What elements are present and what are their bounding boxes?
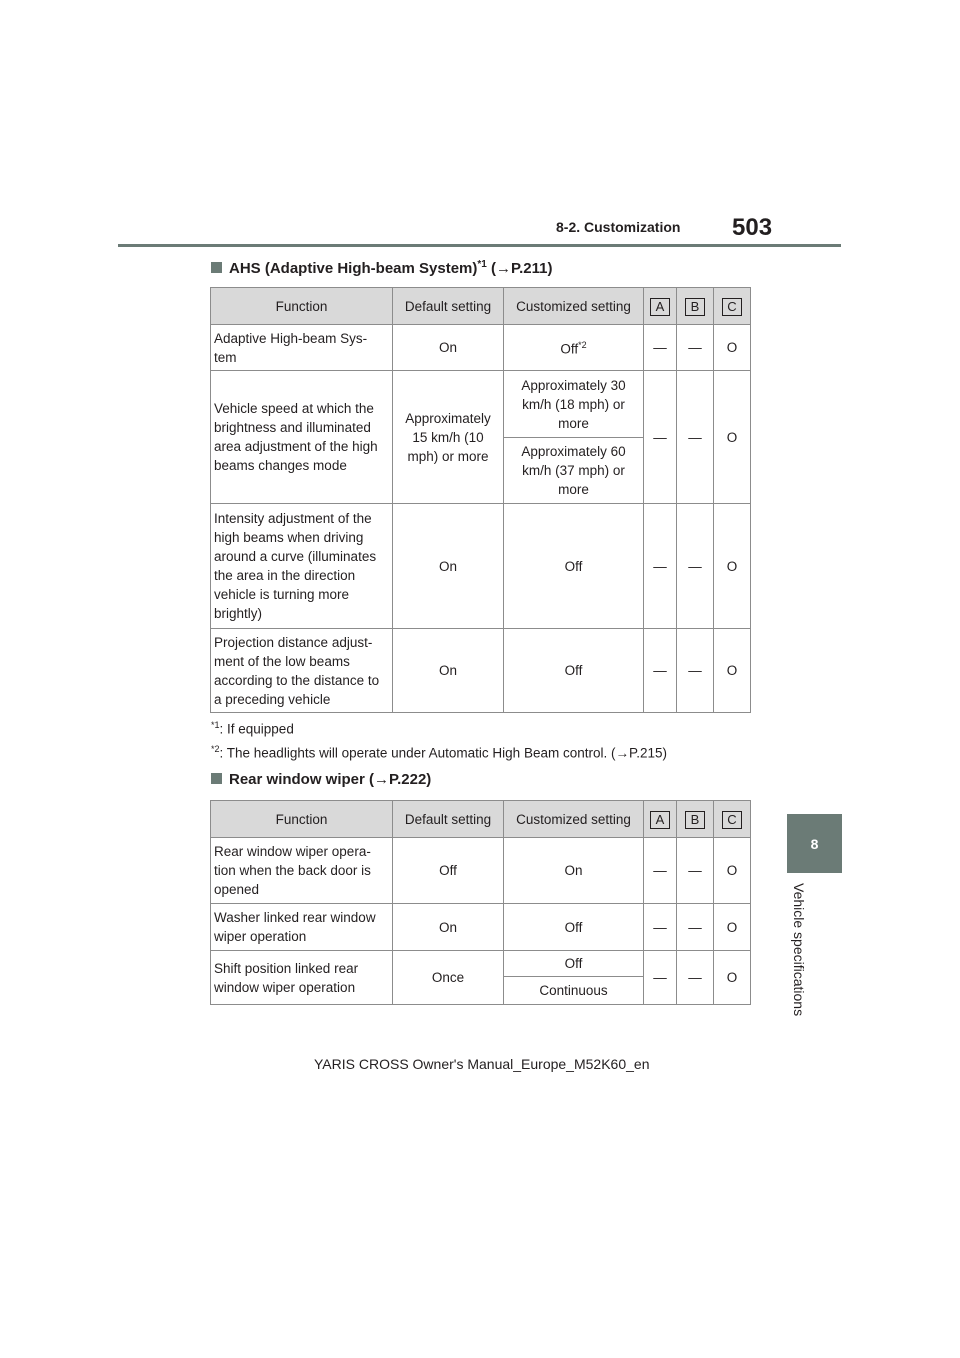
cell-c: O <box>714 629 751 713</box>
cell-c: O <box>714 504 751 629</box>
col-default-setting: Default setting <box>393 801 504 838</box>
table-row <box>211 629 751 713</box>
ahs-heading-page-ref[interactable]: (→P.211) <box>491 260 553 277</box>
method-c-icon: C <box>722 811 742 829</box>
cell-default: On <box>393 325 504 371</box>
footnote-1 <box>211 720 294 737</box>
footnote-1-mark: *1 <box>211 720 220 730</box>
cell-function: Shift position linked rear window wiper operation <box>211 951 393 1005</box>
cell-b: — <box>677 838 714 904</box>
cell-default: Approximately 15 km/h (10 mph) or more <box>393 371 504 504</box>
rear-wiper-heading-page-ref[interactable]: (→P.222) <box>369 771 432 788</box>
col-customized-setting: Customized setting <box>504 801 644 838</box>
method-a-icon: A <box>650 811 670 829</box>
cell-a: — <box>644 325 677 371</box>
square-bullet-icon <box>211 262 222 273</box>
col-c <box>714 288 751 325</box>
cell-default: On <box>393 904 504 951</box>
col-a <box>644 801 677 838</box>
cell-function: Intensity adjustment of the high beams when driving around a curve (illuminates the area in the direction vehicle is turning more brightly) <box>211 504 393 629</box>
footnote-2-mark: *2 <box>211 744 220 754</box>
table-row <box>211 325 751 371</box>
footnote-mark: *2 <box>578 340 587 351</box>
section-title: 8-2. Customization <box>556 219 681 235</box>
cell-a: — <box>644 951 677 1005</box>
chapter-title: Vehicle specifications <box>791 883 807 1017</box>
col-function: Function <box>211 288 393 325</box>
rear-wiper-table <box>210 800 751 1005</box>
footnote-2 <box>211 744 667 761</box>
cell-default: Once <box>393 951 504 1005</box>
method-c-icon: C <box>722 298 742 316</box>
cell-default: On <box>393 504 504 629</box>
header-rule <box>118 244 841 247</box>
chapter-tab[interactable] <box>787 814 842 873</box>
cell-c: O <box>714 951 751 1005</box>
cell-customized: Off <box>504 951 644 977</box>
table-row <box>211 504 751 629</box>
cell-customized: Continuous <box>504 977 644 1005</box>
square-bullet-icon <box>211 773 222 784</box>
col-a <box>644 288 677 325</box>
rear-wiper-table-header <box>211 801 751 838</box>
cell-a: — <box>644 504 677 629</box>
col-b <box>677 288 714 325</box>
cell-default: On <box>393 629 504 713</box>
cell-customized: Approximately 30 km/h (18 mph) or more <box>504 371 644 438</box>
rear-wiper-heading <box>211 771 431 788</box>
cell-customized <box>504 325 644 371</box>
method-b-icon: B <box>685 298 705 316</box>
cell-function: Vehicle speed at which the brightness and illuminated area adjustment of the high beams changes mode <box>211 371 393 504</box>
col-function: Function <box>211 801 393 838</box>
table-row <box>211 371 751 438</box>
manual-footer: YARIS CROSS Owner's Manual_Europe_M52K60_en <box>314 1056 650 1072</box>
cell-default: Off <box>393 838 504 904</box>
cell-customized: Off <box>504 629 644 713</box>
ahs-heading-footnote-mark: *1 <box>477 259 487 270</box>
cell-a: — <box>644 629 677 713</box>
ahs-heading <box>211 259 552 277</box>
cell-c: O <box>714 904 751 951</box>
cell-function: Projection distance adjust-ment of the low beams according to the distance to a preceding vehicle <box>211 629 393 713</box>
method-a-icon: A <box>650 298 670 316</box>
cell-function: Washer linked rear window wiper operation <box>211 904 393 951</box>
footnote-2-text: : The headlights will operate under Automatic High Beam control. (→P.215) <box>219 745 668 761</box>
page-number: 503 <box>732 214 773 241</box>
cell-c: O <box>714 325 751 371</box>
cell-a: — <box>644 838 677 904</box>
cell-customized: Approximately 60 km/h (37 mph) or more <box>504 438 644 504</box>
table-row <box>211 951 751 977</box>
rear-wiper-heading-text: Rear window wiper <box>229 771 365 788</box>
cell-a: — <box>644 371 677 504</box>
table-row <box>211 904 751 951</box>
col-c <box>714 801 751 838</box>
cell-b: — <box>677 325 714 371</box>
cell-b: — <box>677 504 714 629</box>
ahs-table-header <box>211 288 751 325</box>
ahs-table <box>210 287 751 713</box>
ahs-heading-text: AHS (Adaptive High-beam System) <box>229 260 478 277</box>
cell-c: O <box>714 838 751 904</box>
cell-function: Rear window wiper opera-tion when the back door is opened <box>211 838 393 904</box>
col-b <box>677 801 714 838</box>
cell-customized: On <box>504 838 644 904</box>
cell-b: — <box>677 371 714 504</box>
cell-a: — <box>644 904 677 951</box>
col-default-setting: Default setting <box>393 288 504 325</box>
col-customized-setting: Customized setting <box>504 288 644 325</box>
cell-b: — <box>677 951 714 1005</box>
footnote-1-text: : If equipped <box>219 721 294 737</box>
cell-customized: Off <box>504 904 644 951</box>
chapter-number: 8 <box>810 835 819 852</box>
method-b-icon: B <box>685 811 705 829</box>
table-row <box>211 838 751 904</box>
cell-b: — <box>677 904 714 951</box>
cell-c: O <box>714 371 751 504</box>
cell-customized-text: Off <box>560 341 579 357</box>
cell-customized: Off <box>504 504 644 629</box>
cell-b: — <box>677 629 714 713</box>
cell-function: Adaptive High-beam Sys-tem <box>211 325 393 371</box>
